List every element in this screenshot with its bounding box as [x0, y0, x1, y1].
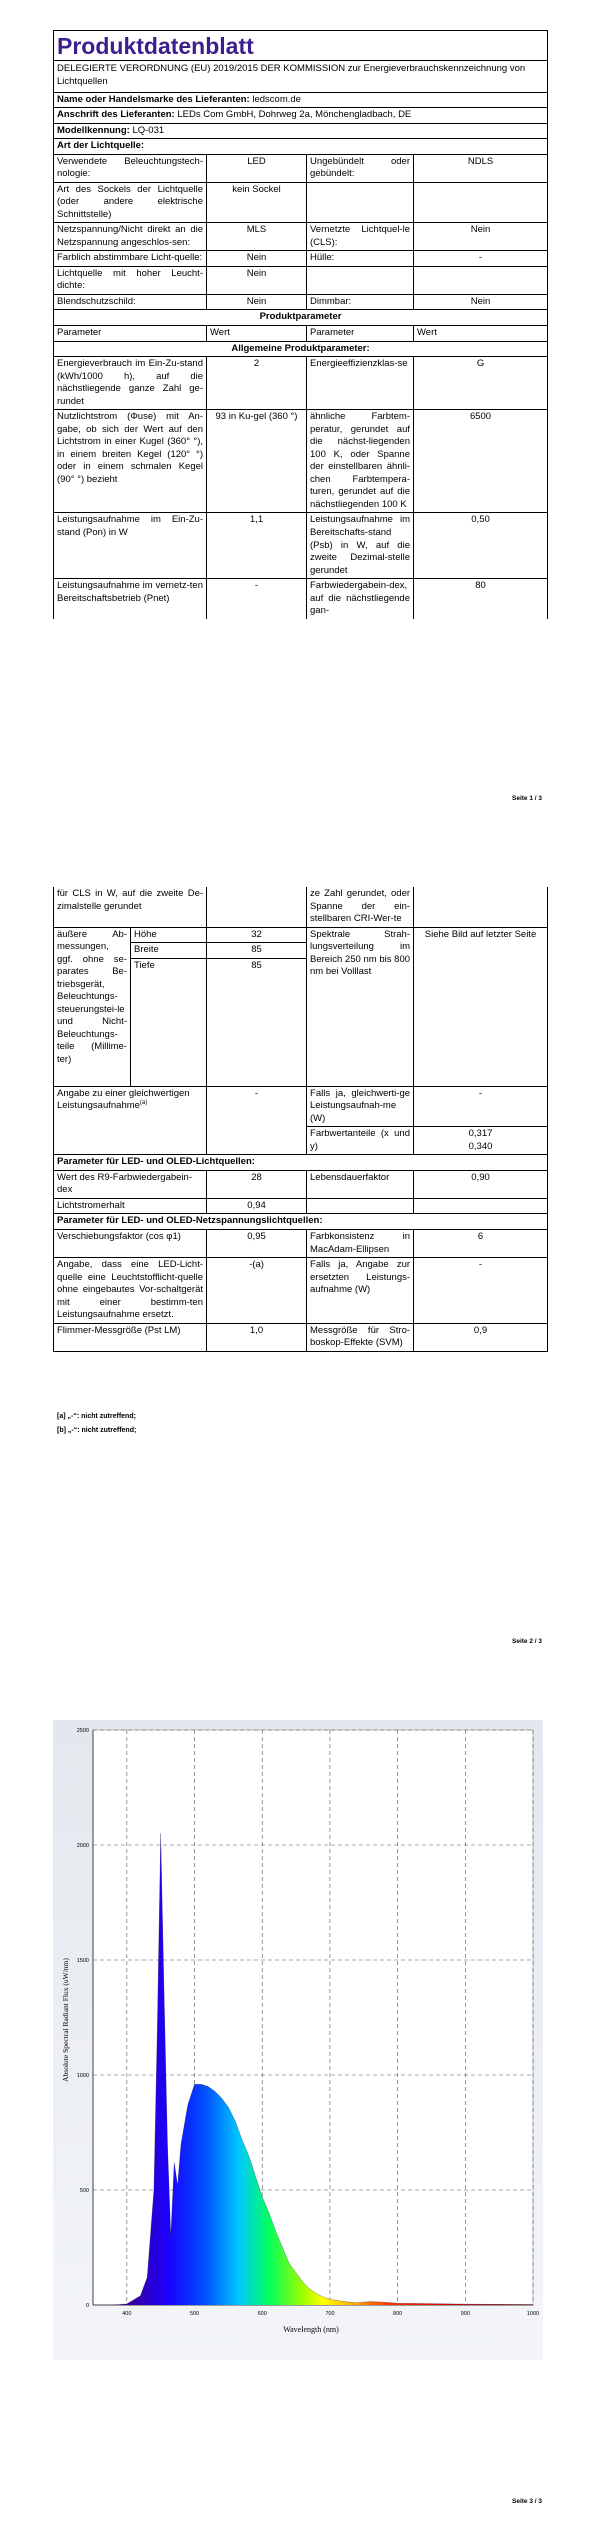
row-label: Falls ja, Angabe zur ersetzten Leistungs-aufnahme (W)	[307, 1258, 414, 1324]
supplier-name-value: ledscom.de	[252, 93, 301, 105]
row-value: 0,94	[207, 1198, 307, 1214]
model-row	[54, 123, 548, 139]
row-value: 80	[414, 579, 548, 619]
row-value: 0,50	[414, 513, 548, 579]
y-tick-label: 1500	[76, 1958, 89, 1964]
x-tick-label: 400	[122, 2311, 132, 2317]
supplier-name-row	[54, 92, 548, 108]
x-tick-label: 700	[325, 2311, 335, 2317]
model-label: Modellkennung:	[57, 124, 130, 136]
chroma-x: 0,317	[468, 1128, 493, 1140]
page-3	[0, 1720, 595, 2526]
row-label: Angabe, dass eine LED-Licht-quelle eine Leuchtstofflicht-quelle ohne eingebautes Vor-schaltgerät mit einer bestimm-ten Leistungsaufnahme ersetzt.	[54, 1258, 207, 1324]
table-row	[54, 266, 548, 294]
row-value: -	[207, 1086, 307, 1155]
table-row	[54, 1258, 548, 1324]
footnote-ref: (a)	[139, 1100, 148, 1107]
x-tick-label: 600	[257, 2311, 267, 2317]
table-row	[54, 927, 548, 943]
row-value	[414, 1127, 548, 1155]
x-tick-label: 1000	[526, 2311, 540, 2317]
row-value: Nein	[207, 266, 307, 294]
row-value: -	[414, 251, 548, 267]
row-label: Verwendete Beleuchtungstech-nologie:	[54, 154, 207, 182]
document-title: Produktdatenblatt	[54, 31, 548, 61]
row-label: Lebensdauerfaktor	[307, 1170, 414, 1198]
row-label: Hülle:	[307, 251, 414, 267]
row-value: 6500	[414, 410, 548, 513]
table-row	[54, 154, 548, 182]
row-value: 1,0	[207, 1323, 307, 1351]
supplier-address-row	[54, 108, 548, 124]
row-value: 0,90	[414, 1170, 548, 1198]
table-row	[54, 410, 548, 513]
table-row	[54, 1198, 548, 1214]
row-label: Art des Sockels der Lichtquelle (oder andere elektrische Schnittstelle)	[54, 182, 207, 223]
x-tick-label: 500	[189, 2311, 200, 2317]
row-value: Nein	[414, 223, 548, 251]
row-label: Messgröße für Stro-boskop-Effekte (SVM)	[307, 1323, 414, 1351]
table-row	[54, 294, 548, 310]
x-tick-label: 800	[393, 2311, 403, 2317]
dimension-value: 85	[207, 958, 307, 1086]
row-value: kein Sockel	[207, 182, 307, 223]
row-value: Nein	[207, 251, 307, 267]
row-value: -(a)	[207, 1258, 307, 1324]
row-label: Flimmer-Messgröße (Pst LM)	[54, 1323, 207, 1351]
equiv-label: Angabe zu einer gleichwertigen Leistungsaufnahme	[57, 1087, 190, 1112]
row-label: Leistungsaufnahme im Ein-Zu-stand (Pon) in W	[54, 513, 207, 579]
row-label: Farbkonsistenz in MacAdam-Ellipsen	[307, 1229, 414, 1257]
column-header: Parameter	[54, 326, 207, 342]
dimension-name: Breite	[131, 943, 207, 959]
supplier-address-label: Anschrift des Lieferanten:	[57, 109, 175, 121]
product-params-heading: Produktparameter	[54, 310, 548, 326]
row-value: 2	[207, 357, 307, 410]
row-label: ze Zahl gerundet, oder Spanne der ein-stellbaren CRI-Wer-te	[307, 887, 414, 927]
row-label: Nutzlichtstrom (Φuse) mit An-gabe, ob sich der Wert auf den Lichtstrom in einer Kugel (360° °), in einem breiten Kegel (120° °) oder in einem schmalen Kegel (90° °) bezieht	[54, 410, 207, 513]
row-label: Dimmbar:	[307, 294, 414, 310]
supplier-name-label: Name oder Handelsmarke des Lieferanten:	[57, 93, 250, 105]
x-axis-label: Wavelength (nm)	[283, 2325, 339, 2334]
y-tick-label: 500	[79, 2188, 89, 2194]
row-label: Energieverbrauch im Ein-Zu-stand (kWh/1000 h), auf die nächstliegende ganze Zahl ge-rundet	[54, 357, 207, 410]
y-tick-label: 2500	[76, 1728, 89, 1734]
row-value	[414, 182, 548, 223]
row-label: Lichtstromerhalt	[54, 1198, 207, 1214]
table-row	[54, 579, 548, 619]
x-tick-label: 900	[460, 2311, 470, 2317]
row-label: für CLS in W, auf die zweite De-zimalstelle gerundet	[54, 887, 207, 927]
row-value: -	[414, 1086, 548, 1127]
datasheet-table-part-2	[53, 887, 548, 1352]
row-value	[414, 887, 548, 927]
footnote-a: [a] „-“: nicht zutreffend;	[57, 1413, 136, 1420]
row-label	[307, 182, 414, 223]
dimension-name: Höhe	[131, 927, 207, 943]
footnote-b: [b] „-“: nicht zutreffend;	[57, 1427, 137, 1434]
row-label: Netzspannung/Nicht direkt an die Netzspannung angeschlos-sen:	[54, 223, 207, 251]
row-label: Blendschutzschild:	[54, 294, 207, 310]
row-label: Farblich abstimmbare Licht-quelle:	[54, 251, 207, 267]
row-label: ähnliche Farbtem-peratur, gerundet auf die nächst-liegenden 100 K, oder Spanne der einstellbaren ähnli-chen Farbtempera-turen, gerundet auf die nächstliegenden 100 K	[307, 410, 414, 513]
y-tick-label: 2000	[76, 1843, 89, 1849]
row-value: 1,1	[207, 513, 307, 579]
page-number: Seite 1 / 3	[512, 795, 542, 802]
chroma-y: 0,340	[468, 1140, 493, 1152]
dimensions-label: äußere Ab-messungen, ggf. ohne se-parates Be-triebsgerät, Beleuchtungs-steuerungstei-le und Nicht-Beleuchtungs-teile (Millime-ter)	[54, 927, 131, 1086]
model-value: LQ-031	[132, 124, 165, 136]
row-value	[207, 887, 307, 927]
spectral-label: Spektrale Strah-lungsverteilung im Bereich 250 nm bis 800 nm bei Volllast	[307, 927, 414, 1086]
supplier-address-value: LEDs Com GmbH, Dohrweg 2a, Mönchengladbach, DE	[177, 109, 412, 121]
column-header: Wert	[207, 326, 307, 342]
row-value: Nein	[414, 294, 548, 310]
page-number: Seite 2 / 3	[512, 1638, 542, 1645]
row-label: Leistungsaufnahme im Bereitschafts-stand (Psb) in W, auf die zweite Dezimal-stelle gerundet	[307, 513, 414, 579]
dimension-value: 85	[207, 943, 307, 959]
y-tick-label: 0	[85, 2303, 89, 2309]
row-value: -	[414, 1258, 548, 1324]
row-label: Leistungsaufnahme im vernetz-ten Bereitschaftsbetrieb (Pnet)	[54, 579, 207, 619]
y-tick-label: 1000	[76, 2073, 89, 2079]
row-value: Nein	[207, 294, 307, 310]
type-heading: Art der Lichtquelle:	[54, 139, 548, 155]
datasheet-table-part-1	[53, 30, 548, 619]
row-value: 28	[207, 1170, 307, 1198]
row-label	[307, 1198, 414, 1214]
table-row	[54, 357, 548, 410]
column-header: Wert	[414, 326, 548, 342]
row-value	[414, 266, 548, 294]
page-2	[0, 870, 595, 1685]
regulation-text: DELEGIERTE VERORDNUNG (EU) 2019/2015 DER KOMMISSION zur Energieverbrauchskennzeichnung von Lichtquellen	[54, 61, 548, 92]
row-value: NDLS	[414, 154, 548, 182]
column-header-row	[54, 326, 548, 342]
row-value: LED	[207, 154, 307, 182]
row-value: -	[207, 579, 307, 619]
table-row	[54, 223, 548, 251]
row-label: Lichtquelle mit hoher Leucht-dichte:	[54, 266, 207, 294]
row-value: G	[414, 357, 548, 410]
column-header: Parameter	[307, 326, 414, 342]
table-row	[54, 1086, 548, 1127]
y-axis-label: Absolute Spectral Radiant Flux (uW/nm)	[61, 1958, 70, 2082]
row-label: Farbwiedergabein-dex, auf die nächstliegende gan-	[307, 579, 414, 619]
row-value: MLS	[207, 223, 307, 251]
table-row	[54, 1229, 548, 1257]
row-label: Energieeffizienzklas-se	[307, 357, 414, 410]
table-row	[54, 887, 548, 927]
page-number: Seite 3 / 3	[512, 2498, 542, 2505]
table-row	[54, 251, 548, 267]
table-row	[54, 513, 548, 579]
row-value: 6	[414, 1229, 548, 1257]
row-value: 93 in Ku-gel (360 °)	[207, 410, 307, 513]
table-row	[54, 1170, 548, 1198]
led-heading: Parameter für LED- und OLED-Lichtquellen:	[54, 1155, 548, 1171]
mains-heading: Parameter für LED- und OLED-Netzspannungslichtquellen:	[54, 1214, 548, 1230]
row-label	[307, 266, 414, 294]
row-label: Verschiebungsfaktor (cos φ1)	[54, 1229, 207, 1257]
page-1	[0, 0, 595, 825]
row-label: Farbwertanteile (x und y)	[307, 1127, 414, 1155]
row-value: 0,95	[207, 1229, 307, 1257]
dimension-value: 32	[207, 927, 307, 943]
table-row	[54, 182, 548, 223]
dimension-name: Tiefe	[131, 958, 207, 1086]
table-row	[54, 1323, 548, 1351]
row-label: Falls ja, gleichwerti-ge Leistungsaufnah-me (W)	[307, 1086, 414, 1127]
row-label: Vernetzte Lichtquel-le (CLS):	[307, 223, 414, 251]
row-value	[414, 1198, 548, 1214]
general-heading: Allgemeine Produktparameter:	[54, 341, 548, 357]
row-label: Wert des R9-Farbwiedergabein-dex	[54, 1170, 207, 1198]
spectral-value: Siehe Bild auf letzter Seite	[414, 927, 548, 1086]
row-value: 0,9	[414, 1323, 548, 1351]
row-label: Ungebündelt oder gebündelt:	[307, 154, 414, 182]
spectrum-chart	[53, 1720, 543, 2360]
row-label	[54, 1086, 207, 1155]
